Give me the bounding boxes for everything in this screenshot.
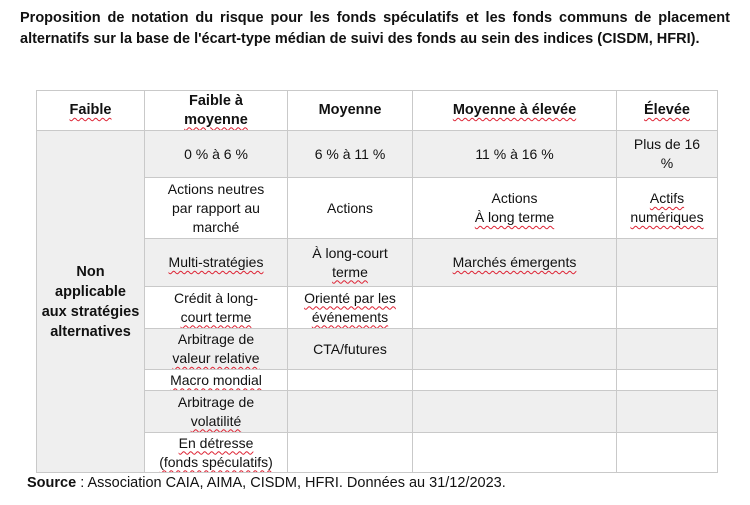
cell: [413, 329, 617, 370]
cell: [617, 287, 718, 329]
document-title: Proposition de notation du risque pour les fonds spéculatifs et les fonds communs de placement alternatifs sur la base de l'écart-type médian de suivi des fonds au sein des indices (CISDM, HFRI).: [20, 10, 730, 47]
cell: [413, 370, 617, 391]
cell: [413, 391, 617, 433]
cell: [617, 329, 718, 370]
cell: Actions À long terme: [413, 178, 617, 239]
cell: Actions neutres par rapport au marché: [145, 178, 288, 239]
range-row: [37, 131, 718, 178]
cell: [617, 370, 718, 391]
cell: Arbitrage de valeur relative: [145, 329, 288, 370]
cell: Multi-stratégies: [145, 239, 288, 287]
cell: [413, 287, 617, 329]
cell: Macro mondial: [145, 370, 288, 391]
cell: CTA/futures: [288, 329, 413, 370]
cell: [617, 433, 718, 473]
cell: Arbitrage de volatilité: [145, 391, 288, 433]
header-row: [37, 91, 718, 131]
cell: Crédit à long- court terme: [145, 287, 288, 329]
cell: [288, 433, 413, 473]
cell: À long-court terme: [288, 239, 413, 287]
cell: [288, 391, 413, 433]
header-faible: Faible: [37, 91, 145, 131]
cell: Marchés émergents: [413, 239, 617, 287]
header-moyenne-a-elevee: Moyenne à élevée: [413, 91, 617, 131]
cell: Orienté par les événements: [288, 287, 413, 329]
range-elevee: Plus de 16 %: [617, 131, 718, 178]
source-text: : Association CAIA, AIMA, CISDM, HFRI. Données au 31/12/2023.: [76, 475, 506, 491]
cell: [413, 433, 617, 473]
range-faible-a-moyenne: 0 % à 6 %: [145, 131, 288, 178]
header-moyenne: Moyenne: [288, 91, 413, 131]
cell: En détresse (fonds spéculatifs): [145, 433, 288, 473]
risk-rating-table: [36, 90, 718, 473]
header-elevee: Élevée: [617, 91, 718, 131]
cell: [617, 391, 718, 433]
cell: [288, 370, 413, 391]
source-label: Source: [27, 475, 77, 491]
range-moyenne: 6 % à 11 %: [288, 131, 413, 178]
cell: Actions: [288, 178, 413, 239]
cell: [617, 239, 718, 287]
range-moyenne-a-elevee: 11 % à 16 %: [413, 131, 617, 178]
cell: Actifs numériques: [617, 178, 718, 239]
header-faible-a-moyenne: Faible à moyenne: [145, 91, 288, 131]
source-note: [27, 475, 506, 491]
row-label-not-applicable: Non applicable aux stratégies alternatives: [37, 131, 145, 473]
